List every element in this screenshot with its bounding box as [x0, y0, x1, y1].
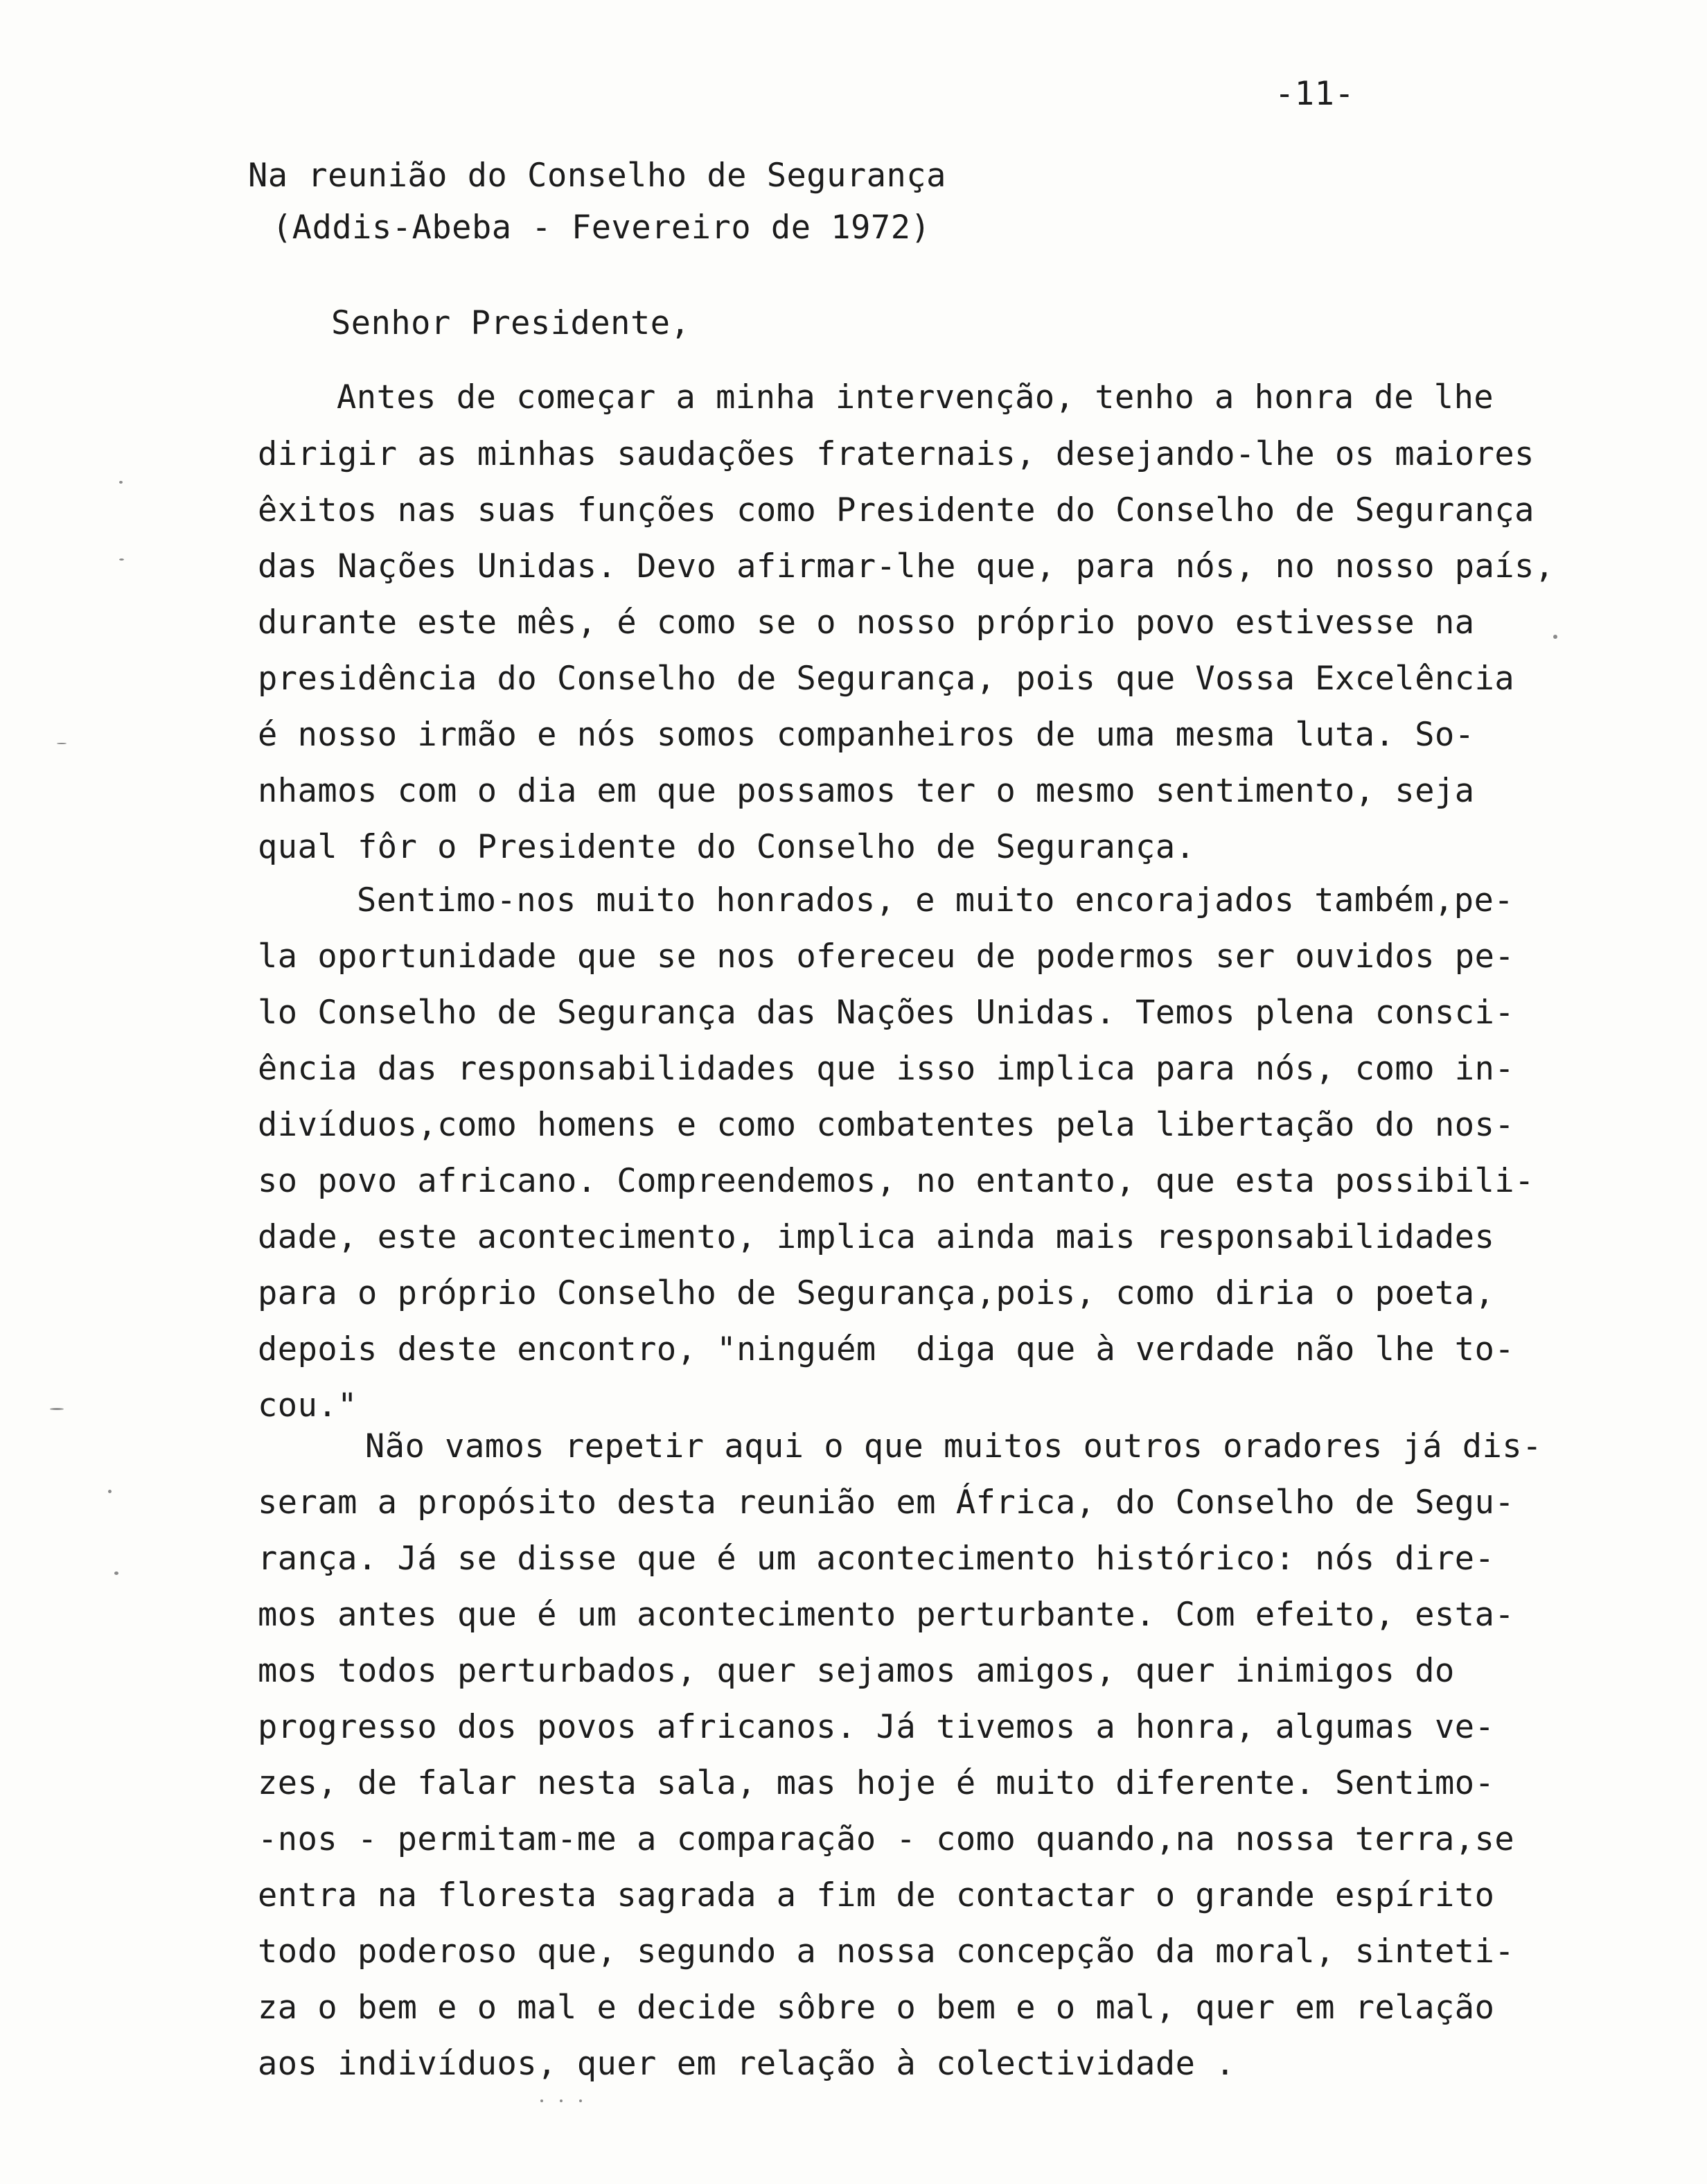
scan-speck — [50, 1408, 64, 1410]
scan-speck — [540, 2099, 543, 2102]
text-line: Não vamos repetir aqui o que muitos outros oradores já dis- — [365, 1427, 1542, 1465]
text-line: é nosso irmão e nós somos companheiros de uma mesma luta. So- — [258, 716, 1475, 754]
page-number: -11- — [1275, 75, 1355, 113]
text-line: Sentimo-nos muito honrados, e muito encorajados também,pe- — [357, 881, 1514, 919]
text-line: mos antes que é um acontecimento perturbante. Com efeito, esta- — [258, 1596, 1515, 1634]
text-line: ência das responsabilidades que isso implica para nós, como in- — [258, 1050, 1515, 1088]
scan-speck — [560, 2099, 563, 2102]
text-line: mos todos perturbados, quer sejamos amigos, quer inimigos do — [258, 1652, 1455, 1690]
text-line: qual fôr o Presidente do Conselho de Segurança. — [258, 828, 1196, 866]
text-line: za o bem e o mal e decide sôbre o bem e o mal, quer em relação — [258, 1989, 1495, 2027]
text-line: progresso dos povos africanos. Já tivemos a honra, algumas ve- — [258, 1708, 1495, 1746]
scan-speck — [57, 743, 67, 744]
text-line: -nos - permitam-me a comparação - como quando,na nossa terra,se — [258, 1820, 1515, 1858]
text-line: dirigir as minhas saudações fraternais, desejando-lhe os maiores — [258, 435, 1534, 473]
text-line: depois deste encontro, "ninguém diga que à verdade não lhe to- — [258, 1330, 1515, 1368]
scan-speck — [108, 1490, 112, 1493]
scan-speck — [114, 1571, 118, 1575]
text-line: dade, este acontecimento, implica ainda mais responsabilidades — [258, 1218, 1495, 1256]
text-line: lo Conselho de Segurança das Nações Unidas. Temos plena consci- — [258, 994, 1515, 1032]
text-line: todo poderoso que, segundo a nossa concepção da moral, sinteti- — [258, 1932, 1515, 1971]
text-line: entra na floresta sagrada a fim de contactar o grande espírito — [258, 1876, 1495, 1914]
salutation: Senhor Presidente, — [331, 304, 691, 342]
text-line: presidência do Conselho de Segurança, pois que Vossa Excelência — [258, 660, 1515, 698]
scan-speck — [1553, 635, 1557, 639]
text-line: para o próprio Conselho de Segurança,pois, como diria o poeta, — [258, 1274, 1495, 1312]
scan-speck — [119, 558, 124, 561]
text-line: durante este mês, é como se o nosso próprio povo estivesse na — [258, 604, 1475, 642]
text-line: divíduos,como homens e como combatentes pela libertação do nos- — [258, 1106, 1515, 1144]
scan-speck — [119, 481, 123, 484]
text-line: nhamos com o dia em que possamos ter o mesmo sentimento, seja — [258, 772, 1475, 810]
scan-speck — [579, 2099, 582, 2102]
text-line: la oportunidade que se nos ofereceu de podermos ser ouvidos pe- — [258, 937, 1515, 976]
text-line: aos indivíduos, quer em relação à colectividade . — [258, 2045, 1236, 2083]
heading-line-2: (Addis-Abeba - Fevereiro de 1972) — [272, 209, 931, 247]
text-line: zes, de falar nesta sala, mas hoje é muito diferente. Sentimo- — [258, 1764, 1495, 1802]
text-line: das Nações Unidas. Devo afirmar-lhe que, para nós, no nosso país, — [258, 547, 1555, 585]
text-line: êxitos nas suas funções como Presidente do Conselho de Segurança — [258, 491, 1534, 529]
text-line: seram a propósito desta reunião em África, do Conselho de Segu- — [258, 1483, 1515, 1522]
text-line: rança. Já se disse que é um acontecimento histórico: nós dire- — [258, 1540, 1495, 1578]
text-line: cou." — [258, 1386, 357, 1425]
text-line: Antes de começar a minha intervenção, tenho a honra de lhe — [337, 378, 1494, 416]
heading-line-1: Na reunião do Conselho de Segurança — [248, 157, 946, 195]
text-line: so povo africano. Compreendemos, no entanto, que esta possibili- — [258, 1162, 1534, 1200]
